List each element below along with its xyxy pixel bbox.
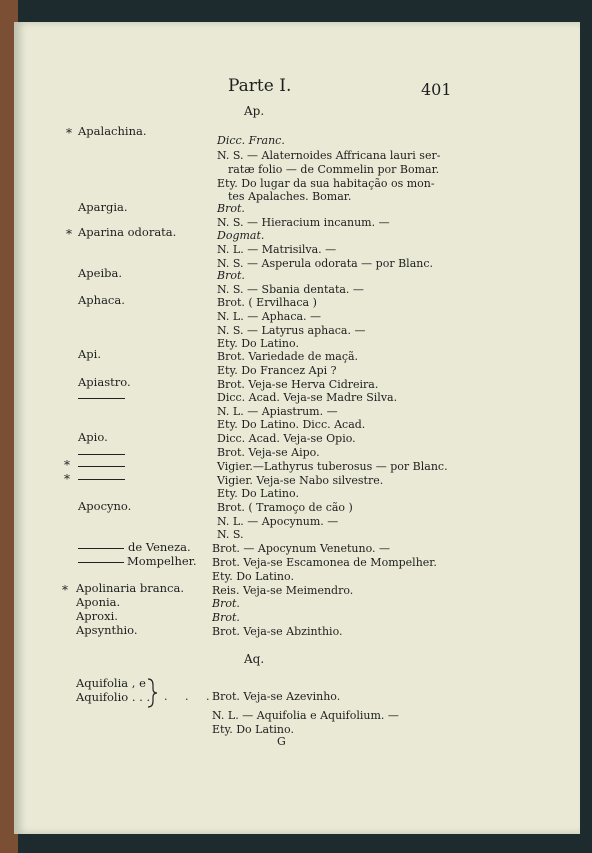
- entry-line: Ety. Do Latino.: [217, 337, 299, 350]
- entry-line: Dogmat.: [217, 229, 265, 242]
- entry-line: N. S. — Latyrus aphaca. —: [217, 324, 366, 337]
- entry-line: Ety. Do Latino. Dicc. Acad.: [217, 418, 366, 431]
- entry-line: Brot.: [217, 202, 245, 215]
- entry-term: Aponia.: [76, 595, 121, 609]
- entry-line: N. S. — Asperula odorata — por Blanc.: [217, 257, 433, 270]
- entry-line: N. L. — Apocynum. —: [217, 515, 339, 528]
- entry-line: N. S.: [217, 528, 244, 541]
- entry-term: Aproxi.: [76, 609, 118, 623]
- entry-term: Mompelher.: [127, 554, 197, 568]
- entry-term: Aquifolia , e: [76, 676, 146, 690]
- entry-line: Brot.: [217, 269, 245, 282]
- entry-term: Aphaca.: [78, 293, 125, 307]
- entry-line: Brot.: [212, 597, 240, 610]
- ditto-rule: [78, 562, 124, 563]
- asterisk-mark: *: [66, 227, 72, 241]
- entry-line: Brot. Veja-se Azevinho.: [212, 690, 341, 703]
- entry-term: de Veneza.: [128, 540, 191, 554]
- entry-line: N. L. — Aphaca. —: [217, 310, 322, 323]
- entry-line: Brot.: [212, 611, 240, 624]
- entry-line: Dicc. Franc.: [217, 134, 285, 147]
- entry-line: Ety. Do Francez Api ?: [217, 364, 337, 377]
- section-heading: Aq.: [244, 652, 265, 666]
- entry-line: ratæ folio — de Commelin por Bomar.: [228, 163, 440, 176]
- ditto-rule: [78, 548, 124, 549]
- leader-dots: . . .: [164, 690, 217, 703]
- entry-term: Api.: [78, 347, 101, 361]
- entry-term: Apocyno.: [78, 499, 132, 513]
- entry-term: Apiastro.: [78, 375, 131, 389]
- entry-line: N. S. — Hieracium incanum. —: [217, 216, 390, 229]
- entry-term: Apalachina.: [78, 124, 147, 138]
- entry-line: Ety. Do Latino.: [212, 723, 294, 736]
- entry-line: Brot. Veja-se Abzinthio.: [212, 625, 343, 638]
- entry-line: Brot. — Apocynum Venetuno. —: [212, 542, 391, 555]
- asterisk-mark: *: [66, 126, 72, 140]
- entry-line: Vigier.—Lathyrus tuberosus — por Blanc.: [217, 460, 448, 473]
- entry-line: N. L. — Aquifolia e Aquifolium. —: [212, 709, 399, 722]
- entry-term: Apio.: [78, 430, 108, 444]
- asterisk-mark: *: [64, 472, 70, 486]
- entry-line: Dicc. Acad. Veja-se Madre Silva.: [217, 391, 398, 404]
- entry-line: Brot. Veja-se Aipo.: [217, 446, 320, 459]
- entry-line: Brot. Veja-se Herva Cidreira.: [217, 378, 379, 391]
- entry-term: Apargia.: [78, 200, 128, 214]
- entry-line: Vigier. Veja-se Nabo silvestre.: [217, 474, 384, 487]
- entry-line: Reis. Veja-se Meimendro.: [212, 584, 354, 597]
- entry-line: N. L. — Apiastrum. —: [217, 405, 338, 418]
- entry-line: tes Apalaches. Bomar.: [228, 190, 352, 203]
- entry-term: Apeiba.: [78, 266, 123, 280]
- ditto-rule: [78, 398, 125, 399]
- entry-line: Brot. Variedade de maçã.: [217, 350, 359, 363]
- signature-mark: G: [277, 735, 286, 748]
- entry-term: Apsynthio.: [76, 623, 138, 637]
- entry-line: Ety. Do Latino.: [212, 570, 294, 583]
- entry-line: Brot. ( Tramoço de cão ): [217, 501, 353, 514]
- entry-line: Dicc. Acad. Veja-se Opio.: [217, 432, 356, 445]
- entry-line: Ety. Do lugar da sua habitação os mon-: [217, 177, 435, 190]
- brace-mark: [145, 678, 159, 708]
- ditto-rule: [78, 479, 125, 480]
- ditto-rule: [78, 466, 125, 467]
- entry-term: Aparina odorata.: [78, 225, 177, 239]
- entry-term: Apolinaria branca.: [76, 581, 184, 595]
- running-head: Parte I.: [228, 76, 292, 96]
- entry-term: Aquifolio . . .: [76, 690, 151, 704]
- page-number: 401: [421, 80, 452, 99]
- entry-line: Brot. Veja-se Escamonea de Mompelher.: [212, 556, 437, 569]
- ditto-rule: [78, 454, 125, 455]
- entry-line: Ety. Do Latino.: [217, 487, 299, 500]
- entry-line: Brot. ( Ervilhaca ): [217, 296, 317, 309]
- section-heading: Ap.: [244, 104, 265, 118]
- entry-line: N. S. — Alaternoides Affricana lauri ser-: [217, 149, 441, 162]
- entry-line: N. S. — Sbania dentata. —: [217, 283, 364, 296]
- entry-line: N. L. — Matrisilva. —: [217, 243, 337, 256]
- asterisk-mark: *: [64, 458, 70, 472]
- asterisk-mark: *: [62, 583, 68, 597]
